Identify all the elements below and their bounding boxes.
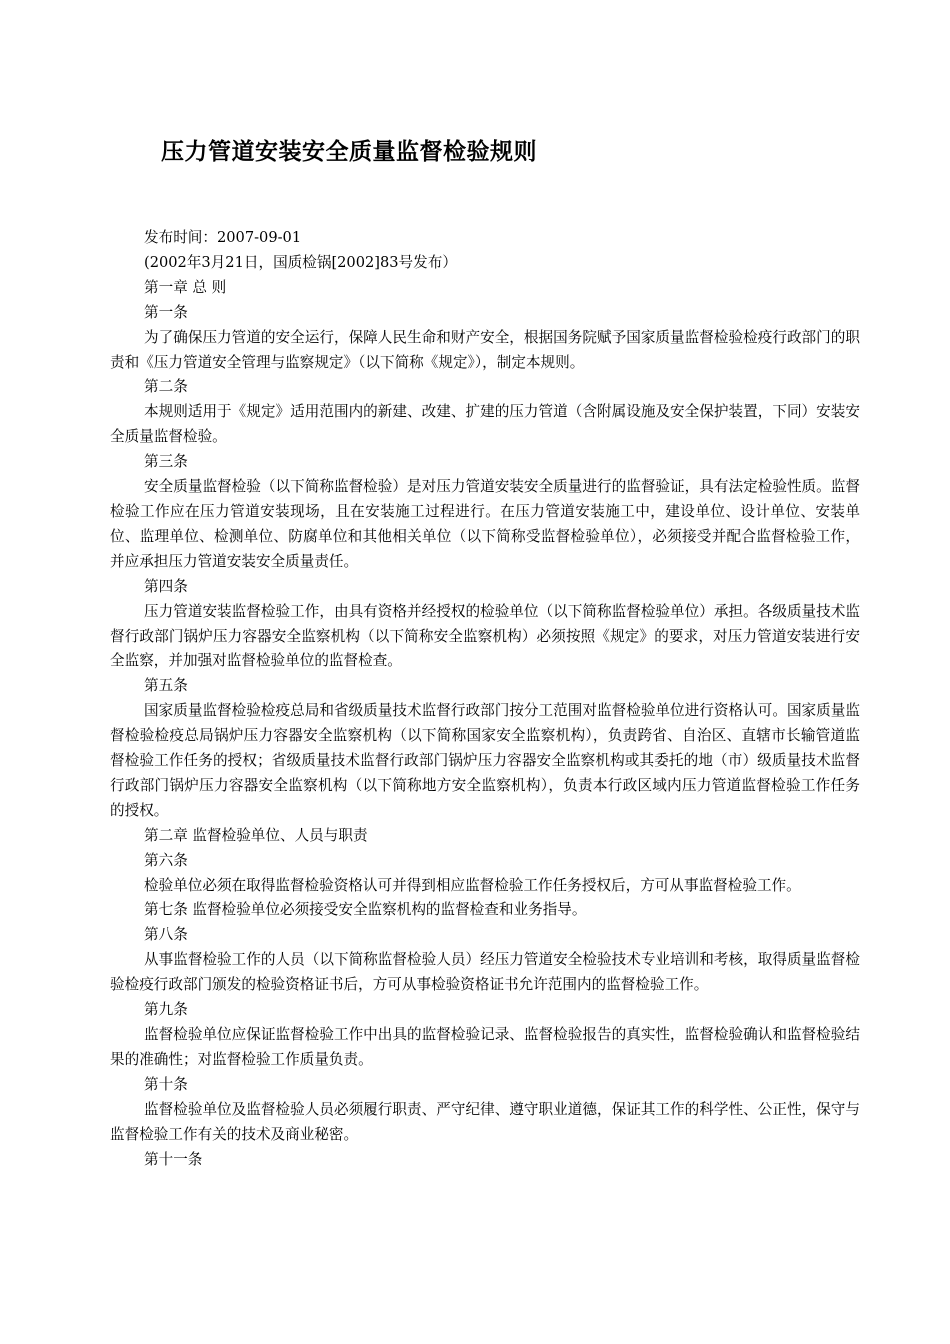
document-paragraph: 第五条 — [144, 677, 188, 695]
document-paragraph: 第四条 — [144, 577, 188, 595]
document-paragraph: 第七条 监督检验单位必须接受安全监察机构的监督检查和业务指导。 — [144, 901, 587, 919]
document-paragraph: 从事监督检验工作的人员（以下简称监督检验人员）经压力管道安全检验技术专业培训和考核，取得质量监督检验检疫行政部门颁发的检验资格证书后，方可从事检验资格证书允许范围内的监督检验工作。 — [110, 951, 860, 994]
document-paragraph: 发布时间：2007-09-01 — [144, 229, 302, 246]
document-paragraph: 第二章 监督检验单位、人员与职责 — [144, 826, 368, 844]
document-paragraph: 第九条 — [144, 1001, 188, 1019]
document-paragraph: 监督检验单位及监督检验人员必须履行职责、严守纪律、遵守职业道德，保证其工作的科学性、公正性，保守与监督检验工作有关的技术及商业秘密。 — [110, 1100, 860, 1143]
document-paragraph: 安全质量监督检验（以下简称监督检验）是对压力管道安装安全质量进行的监督验证，具有法定检验性质。监督检验工作应在压力管道安装现场，且在安装施工过程进行。在压力管道安装施工中，建设单位、设计单位、安装单位、监理单位、检测单位、防腐单位和其他相关单位（以下简称受监督检验单位），必须接受并配合监督检验工作，并应承担压力管道安装安全质量责任。 — [110, 478, 860, 570]
document-paragraph: 第一条 — [144, 303, 188, 321]
document-paragraph: 为了确保压力管道的安全运行，保障人民生命和财产安全，根据国务院赋予国家质量监督检验检疫行政部门的职责和《压力管道安全管理与监察规定》（以下简称《规定》），制定本规则。 — [110, 328, 860, 371]
document-paragraph: 检验单位必须在取得监督检验资格认可并得到相应监督检验工作任务授权后，方可从事监督检验工作。 — [144, 876, 801, 894]
document-paragraph: 第一章 总 则 — [144, 278, 227, 296]
document-paragraph: (2002年3月21日，国质检锅[2002]83号发布） — [144, 253, 457, 271]
document-paragraph: 第六条 — [144, 851, 188, 869]
document-paragraph: 第十一条 — [144, 1150, 203, 1168]
document-paragraph: 压力管道安装监督检验工作，由具有资格并经授权的检验单位（以下简称监督检验单位）承担。各级质量技术监督行政部门锅炉压力容器安全监察机构（以下简称安全监察机构）必须按照《规定》的要求，对压力管道安装进行安全监察，并加强对监督检验单位的监督检查。 — [110, 602, 860, 670]
document-paragraph: 国家质量监督检验检疫总局和省级质量技术监督行政部门按分工范围对监督检验单位进行资格认可。国家质量监督检验检疫总局锅炉压力容器安全监察机构（以下简称国家安全监察机构），负责跨省、自治区、直辖市长输管道监督检验工作任务的授权；省级质量技术监督行政部门锅炉压力容器安全监察机构或其委托的地（市）级质量技术监督行政部门锅炉压力容器安全监察机构（以下简称地方安全监察机构），负责本行政区域内压力管道监督检验工作任务的授权。 — [110, 702, 860, 819]
document-paragraph: 第十条 — [144, 1075, 188, 1093]
document-paragraph: 本规则适用于《规定》适用范围内的新建、改建、扩建的压力管道（含附属设施及安全保护装置，下同）安装安全质量监督检验。 — [110, 403, 860, 446]
document-title: 压力管道安装安全质量监督检验规则 — [161, 139, 537, 165]
document-paragraph: 第八条 — [144, 926, 188, 944]
document-body — [110, 226, 860, 1172]
document-paragraph: 第二条 — [144, 378, 188, 396]
document-paragraph: 第三条 — [144, 453, 188, 471]
document-paragraph: 监督检验单位应保证监督检验工作中出具的监督检验记录、监督检验报告的真实性，监督检验确认和监督检验结果的准确性；对监督检验工作质量负责。 — [110, 1026, 860, 1068]
